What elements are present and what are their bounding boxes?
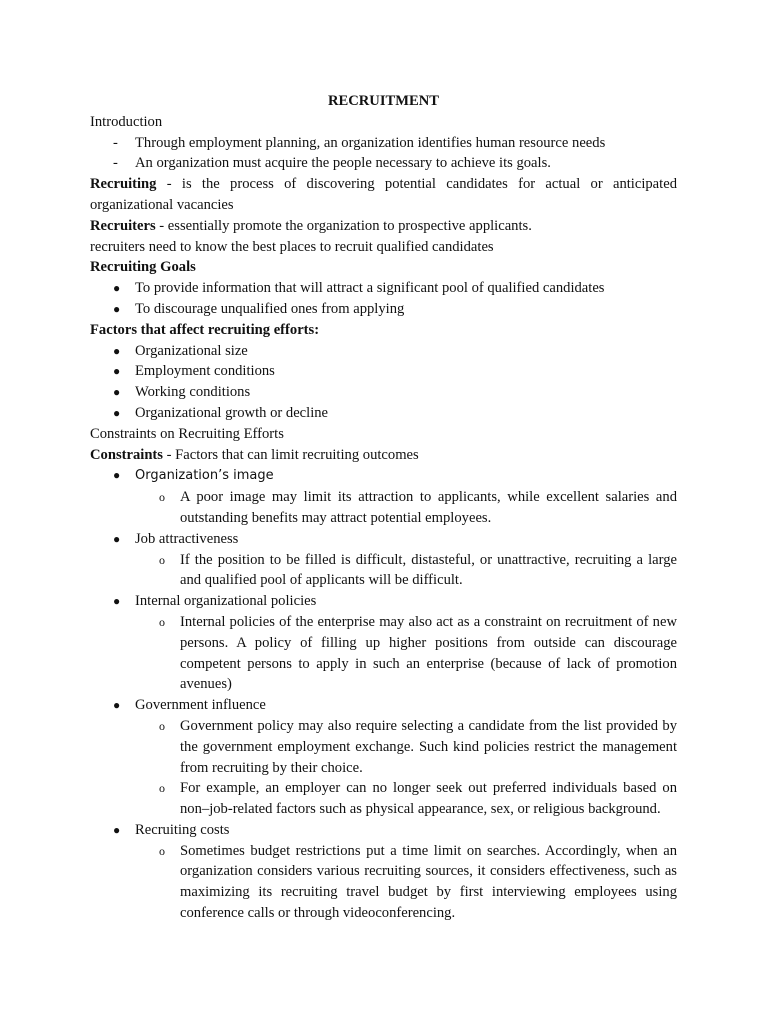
constraint-label: Organization’s image [135,468,274,484]
recruiters-definition [90,216,677,237]
list-item: - Through employment planning, an organization identifies human resource needs [90,133,677,154]
sub-list-item: o If the position to be filled is difficult, distasteful, or unattractive, recruiting a large and qualified pool of applicants will be difficult. [159,551,677,589]
dash-marker: - [113,155,118,172]
constraint-item [90,820,677,924]
definition-text: - is the process of discovering potential candidates for actual or anticipated organizational vacancies [90,176,677,213]
dash-marker: - [113,134,118,151]
document-page [90,91,677,924]
circle-marker: o [159,781,165,796]
factors-heading: Factors that affect recruiting efforts: [90,321,320,338]
bullet-marker: ● [113,468,121,483]
definition-text: - Factors that can limit recruiting outcomes [162,446,419,463]
constraint-details [135,612,677,695]
sub-list-item: o Internal policies of the enterprise may also act as a constraint on recruitment of new persons. A policy of filling up higher positions from outside can discourage competent persons to apply in such an enterprise (because of lack of promotion avenues) [159,613,677,693]
list-item: ● To discourage unqualified ones from applying [90,299,677,320]
constraint-label: Recruiting costs [135,821,230,838]
list-item: ● Organizational growth or decline [90,403,677,424]
factors-list [90,341,677,424]
term: Recruiting [90,176,157,193]
circle-marker: o [159,843,165,858]
sub-list-item: o Sometimes budget restrictions put a time limit on searches. Accordingly, when an organization considers various recruiting sources, it considers effectiveness, such as maximizing its recruiting travel budget by first interviewing employees using conference calls or through videoconferencing. [159,842,677,922]
page-title: RECRUITMENT [327,93,440,109]
constraint-label: Government influence [135,697,266,714]
introduction-heading: Introduction [90,113,163,130]
goals-list [90,278,677,320]
bullet-marker: ● [113,301,121,316]
constraint-label: Job attractiveness [135,530,239,547]
bullet-marker: ● [113,364,121,379]
bullet-marker: ● [113,822,121,837]
constraint-details [135,550,677,592]
recruiting-definition [90,174,677,216]
sub-list-item: o For example, an employer can no longer seek out preferred individuals based on non–job-related factors such as physical appearance, sex, or religious background. [159,780,677,818]
constraints-definition [90,445,677,466]
list-item: ● Employment conditions [90,361,677,382]
bullet-marker: ● [113,343,121,358]
bullet-marker: ● [113,698,121,713]
term: Constraints [90,446,163,463]
circle-marker: o [159,490,165,505]
constraint-item [90,695,677,820]
bullet-marker: ● [113,281,121,296]
bullet-marker: ● [113,594,121,609]
sub-list-item: o Government policy may also require selecting a candidate from the list provided by the government employment exchange. Such kind policies restrict the management from recruiting by their choice. [159,717,677,776]
definition-text: - essentially promote the organization to prospective applicants. [155,217,532,234]
constraint-item [90,591,677,695]
constraint-details [135,716,677,820]
constraint-item [90,465,677,528]
list-item: ● Working conditions [90,382,677,403]
constraints-list [90,465,677,924]
constraint-details [135,841,677,924]
list-item: - An organization must acquire the people necessary to achieve its goals. [90,153,677,174]
constraint-label: Internal organizational policies [135,593,317,610]
constraint-details [135,487,677,529]
introduction-list [90,133,677,175]
circle-marker: o [159,718,165,733]
bullet-marker: ● [113,385,121,400]
constraint-item [90,529,677,591]
term: Recruiters [90,217,156,234]
circle-marker: o [159,552,165,567]
constraints-heading: Constraints on Recruiting Efforts [90,425,284,442]
circle-marker: o [159,614,165,629]
bullet-marker: ● [113,531,121,546]
sub-list-item: o A poor image may limit its attraction to applicants, while excellent salaries and outstanding benefits may attract potential employees. [159,489,677,526]
goals-heading: Recruiting Goals [90,259,196,276]
list-item: ● To provide information that will attract a significant pool of qualified candidates [90,278,677,299]
list-item: ● Organizational size [90,341,677,362]
recruiters-note: recruiters need to know the best places to recruit qualified candidates [90,238,494,255]
bullet-marker: ● [113,405,121,420]
